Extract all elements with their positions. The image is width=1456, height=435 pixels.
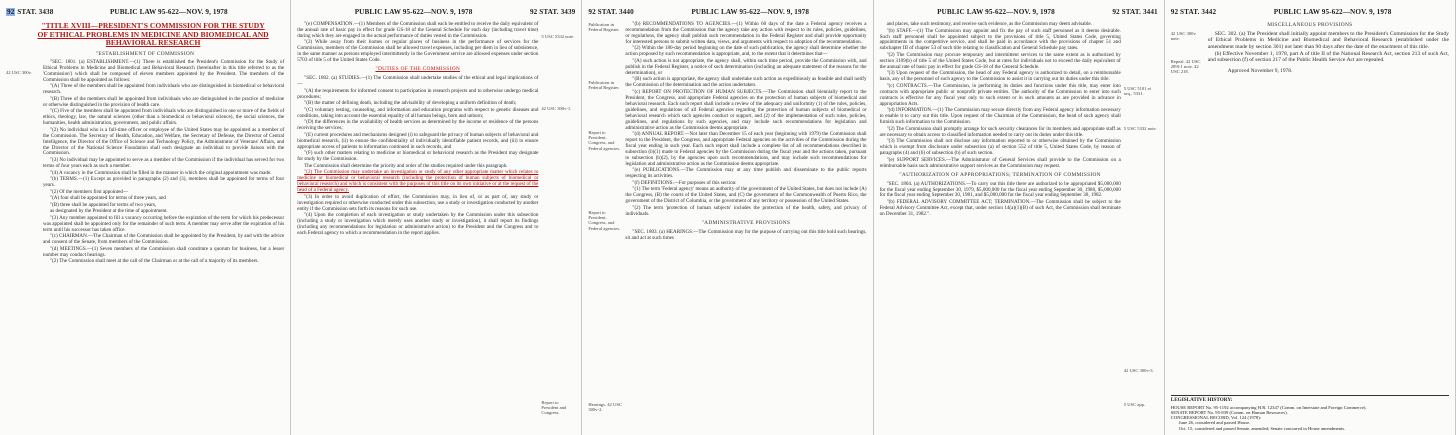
- paragraph: "(B) three shall be appointed for terms of two years,: [50, 201, 157, 208]
- margin-note: Publication in Federal Register.: [588, 22, 620, 33]
- paragraph: "(b) RECOMMENDATIONS TO AGENCIES.—(1) Within 60 days of the date a Federal agency receives a recommendation from the Commission that the agency take any action with respect to its rules, policies, guidelines, or regulations, the agency shall publish such recommendation in the Federal Register and shall provide opportunity for interested persons to submit written data, views, and arguments with respect to adoption of the recommendation.: [625, 21, 867, 45]
- page-3439: [291, 0, 582, 435]
- paragraph: "(3) No individual may be appointed to serve as a member of the Commission if the individual has served for two terms of four years each as such a member.: [43, 157, 285, 169]
- paragraph: "(A) such action is not appropriate, the agency shall, within such time period, provide the Commission with, and publish in the Federal Register, a notice of such determination (including an adequate statement of the reasons for the determination), or: [625, 57, 867, 76]
- paragraph: "(2) The Commission shall meet at the call of the Chairman or at the call of a majority of its members.: [50, 258, 259, 265]
- paragraph: as designated by the President at the time of appointment.: [50, 208, 168, 215]
- paragraph: "(f) DEFINITIONS.—For purposes of this section:: [632, 179, 737, 186]
- paragraph: "(A) the requirements for informed consent to participation in research projects and to otherwise undergo medical procedures;: [297, 87, 539, 100]
- paragraph: "(d) INFORMATION.—(1) The Commission may secure directly from any Federal agency information necessary to enable it to carry out this title. Upon request of the Chairman of the Commission, the head of such agency shall furnish such information to the Commission.: [879, 107, 1121, 126]
- law-title: PUBLIC LAW 95-622—NOV. 9, 1978: [109, 8, 228, 16]
- section-subheading: MISCELLANEOUS PROVISIONS: [1267, 22, 1353, 28]
- page-header: [1171, 8, 1449, 16]
- paragraph: "(3) In order to avoid duplication of effort, the Commission may, in lieu of, or as part of, any study or investigation required or otherwise conducted under this subsection, use a study or investigation conducted by another entity if the Commission sets forth its reasons for such use.: [297, 193, 539, 212]
- section-subheading: "ADMINISTRATIVE PROVISIONS: [701, 219, 791, 226]
- paragraph: "(4) Upon the completion of each investigation or study undertaken by the Commission under this subsection (including a study or investigation which merely uses another study or investigation), it shall report its findings (including any recommendations for legislation or administrative action) to the President and the Congress and to each Federal agency to which a recommendation in the report applies.: [297, 212, 539, 236]
- margin-notes: [6, 60, 40, 266]
- page-3440: [582, 0, 873, 435]
- paragraph: SEC. 302. (a) The President shall initially appoint members to the President's Commission for the Study of Ethical Problems in Medicine and Biomedical and Behavioral Research (established under the amendment made by section 301) not later than 90 days after the date of the enactment of this title.: [1207, 31, 1449, 50]
- title-heading: "TITLE XVIII—PRESIDENT'S COMMISSION FOR THE STUDY OF ETHICAL PROBLEMS IN MEDICINE AND BIOMEDICAL AND BEHAVIORAL RESEARCH: [37, 21, 269, 48]
- paragraph: "(E) current procedures and mechanisms designed (i) to safeguard the privacy of human subjects of behavioral and biomedical research, (ii) to ensure the confidentiality of individually identifiable patient records, and (iii) to ensure appropriate access of patients to information continued in such records, and: [297, 131, 539, 150]
- stat-number: 92 STAT. 3441: [1112, 8, 1158, 16]
- stat-number: 92 STAT. 3442: [1170, 8, 1217, 16]
- paragraph: "(2) The Commission may procure temporary and intermittent services to the same extent as is authorized by section 3109(b) of title 5 of the United States Code, but at rates for individuals not to exceed the daily equivalent of the annual rate of basic pay in effect for grade GS-18 of the General Schedule.: [879, 51, 1121, 70]
- paragraph: "(2) The term 'protection of human subjects' includes the protection of the health, safety, and privacy of individuals.: [625, 204, 867, 217]
- page-header: [297, 8, 575, 16]
- page-header: [6, 8, 284, 16]
- paragraph: "(3) The Commission shall not disclose any information reported to or otherwise obtained by the Commission which is exempt from disclosure under subsection (a) of section 552 of title 5, United States Code, by reason of paragraphs (4) and (6) of subsection (b) of such section.: [879, 138, 1121, 157]
- paragraph: "(3) Any member appointed to fill a vacancy occurring before the expiration of the term for which his predecessor was appointed shall be appointed only for the remainder of such term. A member may serve after the expiration of his term until his successor has taken office.: [43, 214, 285, 233]
- paragraph: "(2) While away from their homes or regular places of business in the performance of services for the Commission, members of the Commission shall be allowed travel expenses, including per diem in lieu of subsistence, in the same manner as persons employed intermittently in the Government service are allowed expenses under section 5703 of title 5 of the United States Code.: [297, 39, 539, 64]
- margin-notes: [588, 22, 622, 413]
- paragraph: "(C) Five of the members shall be appointed from individuals who are distinguished in one or more of the fields of ethics, theology, law, the natural sciences (other than a biomedical or behavioral science), the social sciences, the humanities, health administration, government, and public affairs.: [43, 108, 285, 127]
- paragraph: "(C) voluntary testing, counseling, and information and education programs with respect to genetic diseases and conditions, taking into account the essential equality of all human beings, born and unborn;: [297, 106, 539, 119]
- law-title: PUBLIC LAW 95-622—NOV. 9, 1978: [937, 8, 1055, 16]
- paragraph: "(3) Upon request of the Commission, the head of any Federal agency is authorized to detail, on a reimbursable basis, any of the personnel of such agency to the Commission to assist it in carrying out its duties under this title.: [879, 70, 1121, 83]
- paragraph: "(2) No individual who is a full-time officer or employee of the United States may be appointed as a member of the Commission. The Secretary of Health, Education, and Welfare, the Secretary of Defense, the Director of Central Intelligence, the Director of the Office of Science and Technology Policy, the Administrator of Veterans' Affairs, and the Director of the National Science Foundation shall each designate an individual to provide liaison with the Commission.: [43, 126, 285, 157]
- page-3441: [874, 0, 1165, 435]
- paragraph: "(2) The Commission shall promptly arrange for such security clearances for its members and appropriate staff as are necessary to obtain access to classified information needed to carry out its duties under this title.: [879, 125, 1121, 138]
- paragraph: "(c) CHAIRMAN.—The Chairman of the Commission shall be appointed by the President, by and with the advice and consent of the Senate, from members of the Commission.: [43, 233, 285, 246]
- paragraph: "(b) TERMS.—(1) Except as provided in paragraphs (2) and (3), members shall be appointed for terms of four years.: [43, 176, 285, 188]
- paragraph: "(b) FEDERAL ADVISORY COMMITTEE ACT; TERMINATION.—The Commission shall be subject to the Federal Advisory Committee Act, except that, under section 14(a)(1)(B) of such Act, the Commission shall terminate on December 31, 1982.".: [879, 199, 1121, 217]
- paragraph: "(e) PUBLICATIONS.—The Commission may at any time publish and disseminate to the public reports respecting its activities.: [625, 167, 867, 180]
- paragraph: "(2) Of the members first appointed—: [50, 188, 129, 195]
- margin-note: Publication in Federal Register.: [588, 80, 620, 91]
- paragraph: "(F) such other matters relating to medicine or biomedical or behavioral research as the President may designate for study by the Commission.: [297, 150, 539, 163]
- body-text: [625, 22, 866, 242]
- section-subheading: "DUTIES OF THE COMMISSION: [375, 66, 461, 73]
- section-subheading: "ESTABLISHMENT OF COMMISSION: [95, 50, 195, 57]
- section-subheading: "AUTHORIZATION OF APPROPRIATIONS; TERMINATION OF COMMISSION: [899, 171, 1101, 178]
- legislative-history-heading: LEGISLATIVE HISTORY:: [1171, 395, 1449, 403]
- law-title: PUBLIC LAW 95-622—NOV. 9, 1978: [1273, 8, 1392, 16]
- page-3442: [1165, 0, 1456, 435]
- stat-number: 92 STAT. 3438: [7, 8, 54, 16]
- paragraph: "SEC. 1801. (a) ESTABLISHMENT.—(1) There is established the President's Commission for the Study of Ethical Problems in Medicine and Biomedical and Behavioral Research (hereinafter in this title referred to as the 'Commission') which shall be composed of eleven members appointed by the President. The members of the Commission shall be appointed as follows:: [43, 58, 285, 83]
- margin-note: 42 USC 300v-3.: [1123, 368, 1154, 373]
- margin-note: Report to President, Congress, and Federal agencies.: [588, 130, 621, 151]
- paragraph: "(2) Within the 180-day period beginning on the date of such publication, the agency shall determine whether the action proposed by such recommendation is appropriate, and, to the extent that it determines that—: [625, 45, 867, 58]
- history-line: CONGRESSIONAL RECORD, Vol. 124 (1978):: [1170, 415, 1262, 421]
- margin-note: Hearings. 42 USC 300v-2.: [588, 402, 622, 413]
- paragraph: "(B) such action is appropriate, the agency shall undertake such action as expeditiously as feasible and shall notify the Commission of the determination and the action undertaken.: [625, 76, 867, 89]
- paragraph: "(4) A vacancy in the Commission shall be filled in the manner in which the original appointment was made.: [50, 169, 272, 176]
- margin-note: Report to President and Congress.: [541, 400, 567, 416]
- page-body: [297, 21, 575, 416]
- highlighted-stat-prefix: 92: [7, 8, 15, 16]
- stat-number: 92 STAT. 3440: [588, 8, 634, 16]
- paragraph: "(D) the differences in the availability of health services as determined by the income or residence of the persons receiving the services;: [297, 119, 539, 132]
- body-text: [880, 22, 1121, 218]
- law-title: PUBLIC LAW 95-622—NOV. 9, 1978: [691, 8, 810, 16]
- paragraph: "(d) MEETINGS.—(1) Seven members of the Commission shall constitute a quorum for business, but a lesser number may conduct hearings.: [43, 245, 285, 258]
- paragraph: and places, take such testimony, and receive such evidence, as the Commission may deem advisable.: [886, 21, 1092, 27]
- body-text: [1208, 31, 1449, 74]
- paragraph: "(B) Three of the members shall be appointed from individuals who are distinguished in the practice of medicine or otherwise distinguished in the provision of health care.: [43, 95, 285, 108]
- margin-notes: [1123, 22, 1158, 407]
- body-text: [43, 60, 284, 266]
- margin-notes: [541, 22, 575, 416]
- paragraph: "(1) The term 'Federal agency' means an authority of the government of the United States, but does not include (A) the Congress, (B) the courts of the United States, and (C) the government of the Commonwealth of Puerto Rico, the government of the District of Columbia, or the government of any territory or possession of the United States.: [625, 186, 867, 205]
- paragraph: "SEC. 1803. (a) HEARINGS.—The Commission may for the purpose of carrying out this title hold such hearings, sit and act at such times: [625, 228, 867, 241]
- law-title: PUBLIC LAW 95-622—NOV. 9, 1978: [354, 8, 473, 16]
- margin-note: Report to President, Congress, and Federal agencies.: [588, 210, 621, 231]
- legislative-history: [1171, 395, 1449, 431]
- underlined-paragraph: "(2) The Commission may undertake an investigation or study of any other appropriate matter which relates to medicine or biomedical or behavioral research (including the protection of human subjects of biomedical or behavioral research) and which is consistent with the purposes of this title on its own initiative or at the request of the head of a Federal agency.: [297, 169, 539, 194]
- history-line: SENATE REPORT No. 95-839 (Comm. on Human Resources).: [1170, 409, 1288, 415]
- paragraph: "(B) the matter of defining death, including the advisability of developing a uniform definition of death;: [304, 100, 517, 107]
- paragraph: The Commission shall determine the priority and order of the studies required under this paragraph.: [304, 162, 508, 169]
- margin-note: 5 USC 5332 note.: [1123, 126, 1157, 131]
- page-body: [1171, 31, 1449, 74]
- page-body: [588, 21, 867, 413]
- page-body: [879, 21, 1158, 407]
- paragraph: "(d) ANNUAL REPORT.—Not later than December 15 of each year (beginning with 1979) the Commission shall report to the President, the Congress, and appropriate Federal agencies on the activities of the Commission during the fiscal year ending in such year. Each such report shall include a complete list of all recommendations described in subsection (b)(1) made to Federal agencies by the Commission during the fiscal year and the actions taken, pursuant to subsection (b)(2), by the agencies upon such recommendations, and may include such recommendations for legislation and administrative action as the Commission deems appropriate.: [625, 131, 867, 167]
- paragraph: "(A) Three of the members shall be appointed from individuals who are distinguished in biomedical or behavioral research.: [43, 83, 285, 96]
- body-text: [297, 22, 538, 238]
- margin-note: 42 USC 300v.: [6, 69, 32, 75]
- margin-note: 42 USC 300v-1.: [541, 106, 572, 111]
- paragraph: "(c) CONTRACTS.—The Commission, in performing its duties and functions under this title, may enter into contracts with appropriate public or nonprofit private entities. The authority of the Commission to enter into such contracts is effective for any fiscal year only to such extent or in such amounts as are provided in advance in appropriation Acts.: [879, 82, 1121, 107]
- history-line: HOUSE REPORT No. 95-1192 accompanying H.R. 12347 (Comm. on Interstate and Foreign Commerce).: [1170, 404, 1367, 410]
- margin-note: 5 USC 5332 note.: [541, 34, 575, 39]
- margin-note: Repeal. 42 USC 289l-1 note. 42 USC 218.: [1170, 59, 1201, 75]
- paragraph: (b) Effective November 1, 1978, part A of title II of the National Research Act, section 213 of such Act, and subsection (f) of section 217 of the Public Health Service Act are repealed.: [1207, 50, 1449, 64]
- paragraph: "SEC. 1802. (a) STUDIES.—(1) The Commission shall undertake studies of the ethical and legal implications of—: [297, 75, 539, 88]
- page-header: [880, 8, 1158, 16]
- paragraph: "SEC. 1804. (a) AUTHORIZATIONS.—To carry out this title there are authorized to be appropriated $5,000,000 for the fiscal year ending September 30, 1979, $5,000,000 for the fiscal year ending September 30, 1980, $5,000,000 for the fiscal year ending September 30, 1981, and $5,000,000 for the fiscal year ending September 30, 1982.: [879, 180, 1121, 199]
- stat-number: 92 STAT. 3439: [529, 8, 576, 16]
- approval-date: Approved November 9, 1978.: [1227, 67, 1293, 74]
- paragraph: "(b) STAFF.—(1) The Commission may appoint and fix the pay of such staff personnel as it deems desirable. Such staff personnel shall be appointed subject to the provisions of title 5, United States Code, governing appointments in the competitive service, and shall be paid in accordance with the provisions of chapter 51 and subchapter III of chapter 53 of such title relating to classification and General Schedule pay rates.: [879, 27, 1121, 52]
- paragraph: "(A) four shall be appointed for terms of three years, and: [50, 195, 166, 202]
- margin-note: 5 USC 5101 et seq., 5331.: [1123, 86, 1151, 97]
- paragraph: "(c) REPORT ON PROTECTION OF HUMAN SUBJECTS.—The Commission shall biennially report to the President, the Congress, and appropriate Federal agencies on the protection of human subjects of biomedical and behavioral research. Each such report shall include a review of the adequacy and uniformity (1) of the rules, policies, guidelines, and regulations of all Federal agencies regarding the protection of human subjects of biomedical or behavioral research which such agencies conduct or support, and (2) of the implementation of such rules, policies, guidelines, and regulations by such agencies, and may include such recommendations for legislation and administrative action as the Commission deems appropriate.: [625, 88, 867, 131]
- page-3438: [0, 0, 291, 435]
- history-line: Oct. 15, considered and passed Senate, amended; Senate concurred in House amendments.: [1178, 425, 1346, 431]
- paragraph: "(e) COMPENSATION.—(1) Members of the Commission shall each be entitled to receive the daily equivalent of the annual rate of basic pay in effect for grade GS-18 of the General Schedule for each day (including travel time) during which they are engaged in the actual performance of duties vested in the Commission.: [297, 21, 539, 39]
- margin-note: 42 USC 300v note.: [1170, 31, 1196, 42]
- margin-note: 5 USC app.: [1123, 402, 1146, 407]
- paragraph: "(e) SUPPORT SERVICES.—The Administrator of General Services shall provide to the Commission on a reimbursable basis such administrative support services as the Commission may request.: [879, 156, 1121, 169]
- page-body: [6, 60, 284, 266]
- page-header: [588, 8, 866, 16]
- margin-notes: [1171, 31, 1205, 74]
- history-line: June 26, considered and passed House.: [1178, 420, 1251, 426]
